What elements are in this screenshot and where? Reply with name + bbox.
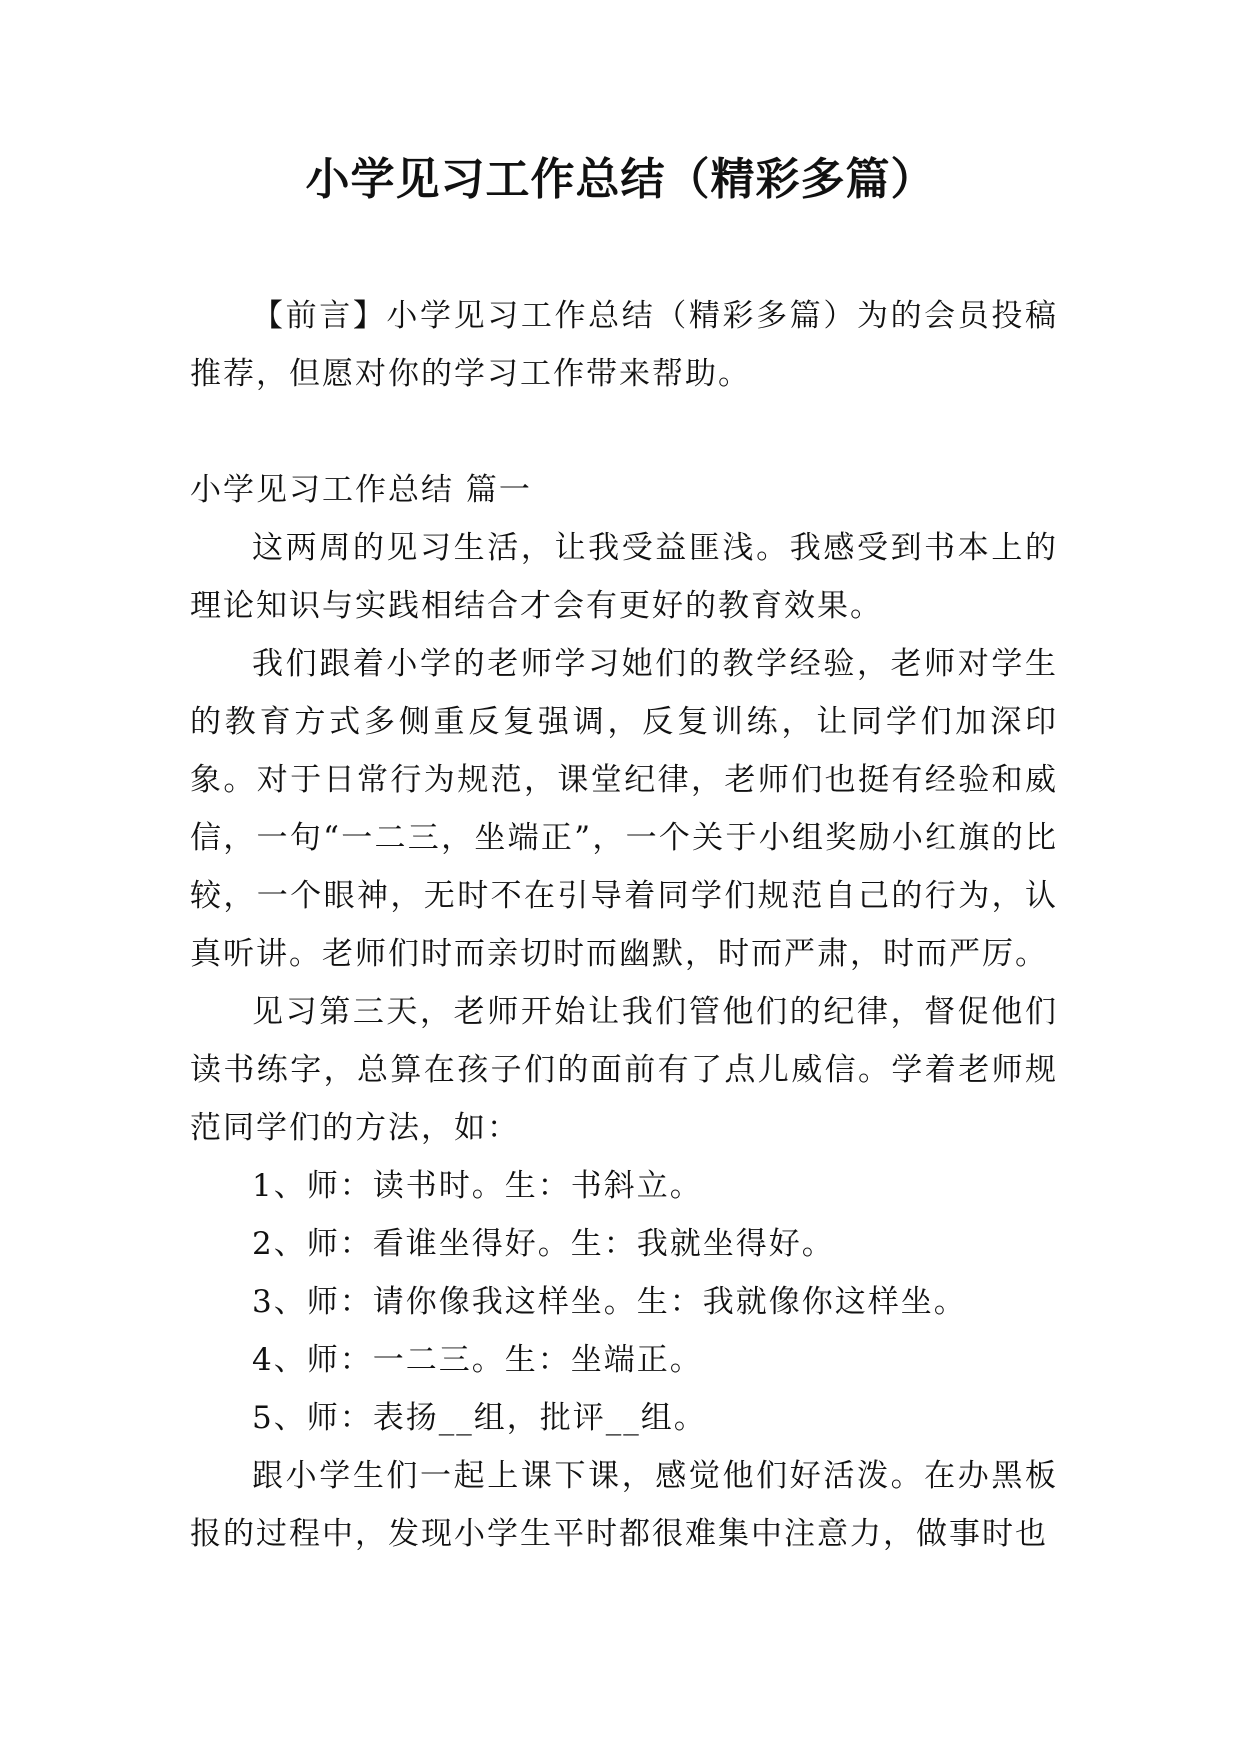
list-item-4: 4、师：一二三。生：坐端正。 [252,1342,703,1378]
list-item-1: 1、师：读书时。生：书斜立。 [252,1168,703,1204]
body-paragraph-1: 这两周的见习生活，让我受益匪浅。我感受到书本上的理论知识与实践相结合才会有更好的教育效果。 [190,530,1058,624]
list-item-3: 3、师：请你像我这样坐。生：我就像你这样坐。 [252,1284,967,1320]
body-paragraph-3: 见习第三天，老师开始让我们管他们的纪律，督促他们读书练字，总算在孩子们的面前有了点儿威信。学着老师规范同学们的方法，如： [190,994,1058,1146]
list-item-2: 2、师：看谁坐得好。生：我就坐得好。 [252,1226,835,1262]
body-paragraph-2: 我们跟着小学的老师学习她们的教学经验，老师对学生的教育方式多侧重反复强调，反复训练，让同学们加深印象。对于日常行为规范，课堂纪律，老师们也挺有经验和威信，一句“一二三，坐端正”，一个关于小组奖励小红旗的比较，一个眼神，无时不在引导着同学们规范自己的行为，认真听讲。老师们时而亲切时而幽默，时而严肃，时而严厉。 [190,646,1058,972]
document-body [190,287,1058,1563]
preface-paragraph: 【前言】小学见习工作总结（精彩多篇）为的会员投稿推荐，但愿对你的学习工作带来帮助。 [190,298,1058,392]
closing-paragraph: 跟小学生们一起上课下课，感觉他们好活泼。在办黑板报的过程中，发现小学生平时都很难集中注意力，做事时也 [190,1458,1058,1552]
section-heading: 小学见习工作总结 篇一 [190,472,532,508]
document-title: 小学见习工作总结（精彩多篇） [305,154,936,205]
list-item-5: 5、师：表扬__组，批评__组。 [252,1400,707,1436]
spacer [190,403,1058,461]
